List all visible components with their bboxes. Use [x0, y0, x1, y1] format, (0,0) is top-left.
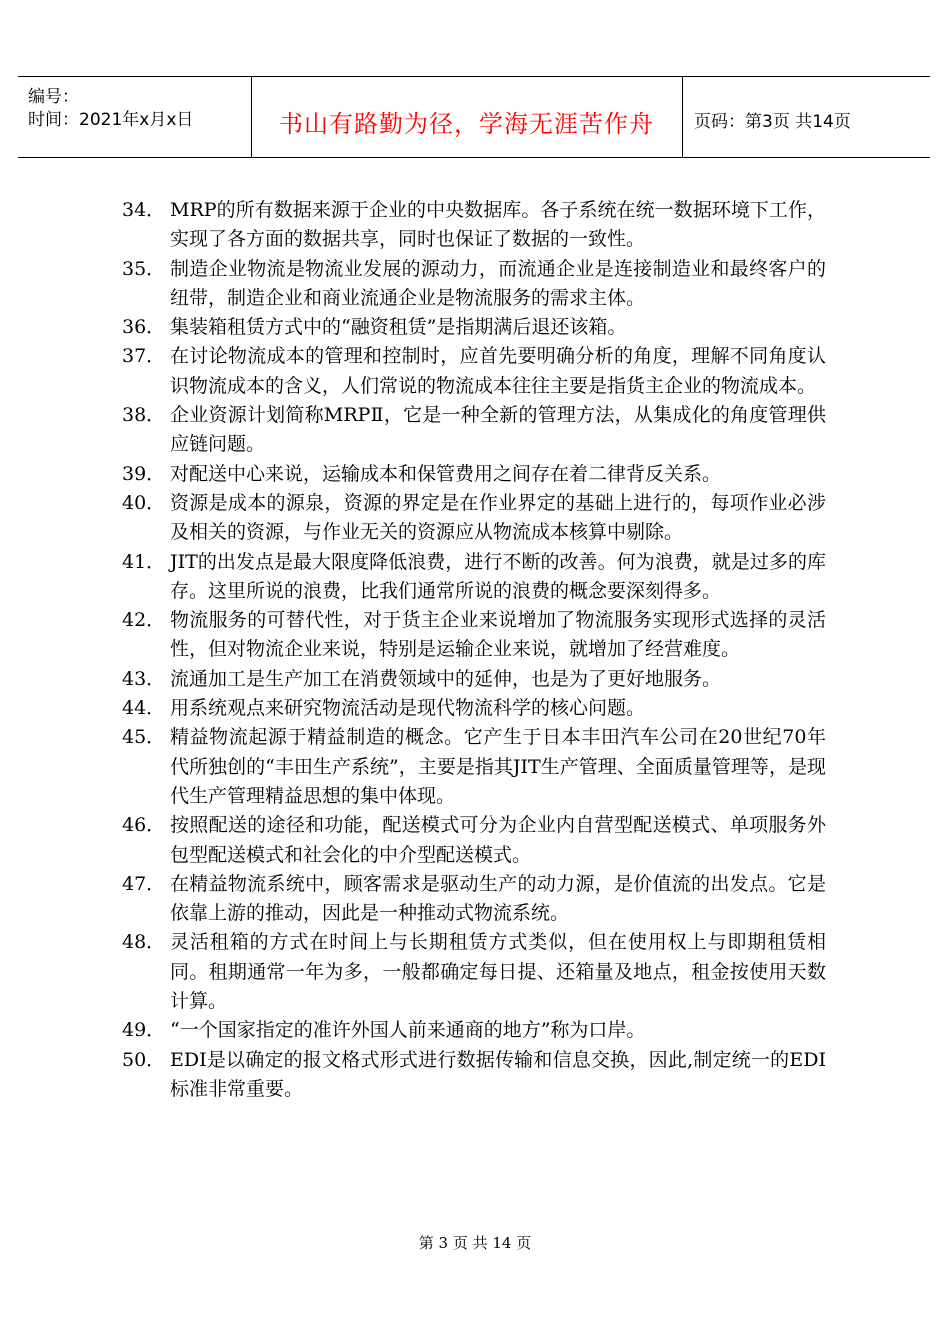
list-item	[122, 196, 842, 255]
item-number: 37．	[122, 345, 166, 368]
item-text: 用系统观点来研究物流活动是现代物流科学的核心问题。	[170, 697, 646, 720]
list-item	[122, 665, 842, 694]
motto-text: 书山有路勤为径，学海无涯苦作舟	[279, 110, 654, 138]
list-item	[122, 928, 842, 1016]
item-number: 46．	[122, 814, 166, 837]
document-number-label: 编号：	[28, 87, 79, 107]
header-info-cell	[18, 77, 252, 157]
item-number: 36．	[122, 316, 166, 339]
item-text: MRP的所有数据来源于企业的中央数据库。各子系统在统一数据环境下工作，实现了各方面的数据共享，同时也保证了数据的一致性。	[170, 199, 826, 251]
item-number: 41．	[122, 550, 166, 573]
list-item	[122, 255, 842, 314]
item-number: 47．	[122, 872, 166, 895]
item-number: 43．	[122, 667, 166, 690]
item-text: 资源是成本的源泉，资源的界定是在作业界定的基础上进行的，每项作业必涉及相关的资源，与作业无关的资源应从物流成本核算中剔除。	[170, 491, 826, 544]
item-number: 40．	[122, 491, 166, 514]
list-item	[122, 460, 842, 489]
item-number: 38．	[122, 404, 166, 427]
item-number: 34．	[122, 199, 166, 221]
page-code: 页码：第3页 共14页	[694, 112, 851, 132]
item-number: 48．	[122, 931, 166, 954]
item-text: 物流服务的可替代性，对于货主企业来说增加了物流服务实现形式选择的灵活性，但对物流企业来说，特别是运输企业来说，就增加了经营难度。	[170, 609, 826, 661]
page-header	[18, 76, 930, 158]
item-number: 42．	[122, 609, 166, 632]
list-item	[122, 313, 842, 342]
item-text: 企业资源计划简称MRPⅡ，它是一种全新的管理方法，从集成化的角度管理供应链问题。	[170, 404, 826, 456]
item-number: 44．	[122, 697, 166, 720]
list-item	[122, 870, 842, 929]
list-item	[122, 1016, 842, 1045]
page-footer: 第 3 页 共 14 页	[418, 1234, 532, 1252]
list-item	[122, 548, 842, 607]
item-text: 对配送中心来说，运输成本和保管费用之间存在着二律背反关系。	[170, 462, 722, 485]
item-number: 45．	[122, 726, 166, 749]
header-page-cell	[682, 77, 930, 157]
question-list	[122, 196, 842, 1104]
item-text: 制造企业物流是物流业发展的源动力，而流通企业是连接制造业和最终客户的纽带，制造企业和商业流通企业是物流服务的需求主体。	[170, 257, 826, 309]
item-number: 35．	[122, 257, 166, 280]
header-motto-cell	[251, 77, 683, 157]
item-text: 精益物流起源于精益制造的概念。它产生于日本丰田汽车公司在20世纪70年代所独创的“丰田生产系统”，主要是指其JIT生产管理、全面质量管理等，是现代生产管理精益思想的集中体现。	[170, 726, 826, 807]
item-text: 按照配送的途径和功能，配送模式可分为企业内自营型配送模式、单项服务外包型配送模式和社会化的中介型配送模式。	[170, 814, 826, 866]
list-item	[122, 606, 842, 665]
list-item	[122, 401, 842, 460]
item-text: 灵活租箱的方式在时间上与长期租赁方式类似，但在使用权上与即期租赁相同。租期通常一年为多，一般都确定每日提、还箱量及地点，租金按使用天数计算。	[170, 931, 826, 1013]
list-item	[122, 489, 842, 548]
list-item	[122, 694, 842, 723]
list-item	[122, 811, 842, 870]
item-text: “一个国家指定的准许外国人前来通商的地方”称为口岸。	[170, 1019, 646, 1042]
list-item	[122, 342, 842, 401]
document-time-label: 时间：2021年x月x日	[28, 110, 194, 130]
list-item	[122, 1046, 842, 1105]
item-text: 集装箱租赁方式中的“融资租赁”是指期满后退还该箱。	[170, 316, 627, 339]
item-number: 49．	[122, 1019, 166, 1042]
item-text: 流通加工是生产加工在消费领域中的延伸，也是为了更好地服务。	[170, 667, 722, 690]
item-text: EDI是以确定的报文格式形式进行数据传输和信息交换，因此,制定统一的EDI标准非常重要。	[170, 1048, 826, 1100]
item-text: 在精益物流系统中，顾客需求是驱动生产的动力源，是价值流的出发点。它是依靠上游的推动，因此是一种推动式物流系统。	[170, 872, 826, 925]
list-item	[122, 723, 842, 811]
item-text: 在讨论物流成本的管理和控制时，应首先要明确分析的角度，理解不同角度认识物流成本的含义，人们常说的物流成本往往主要是指货主企业的物流成本。	[170, 345, 826, 397]
item-number: 39．	[122, 462, 166, 485]
item-number: 50．	[122, 1048, 166, 1071]
item-text: JIT的出发点是最大限度降低浪费，进行不断的改善。何为浪费，就是过多的库存。这里所说的浪费，比我们通常所说的浪费的概念要深刻得多。	[170, 550, 826, 602]
